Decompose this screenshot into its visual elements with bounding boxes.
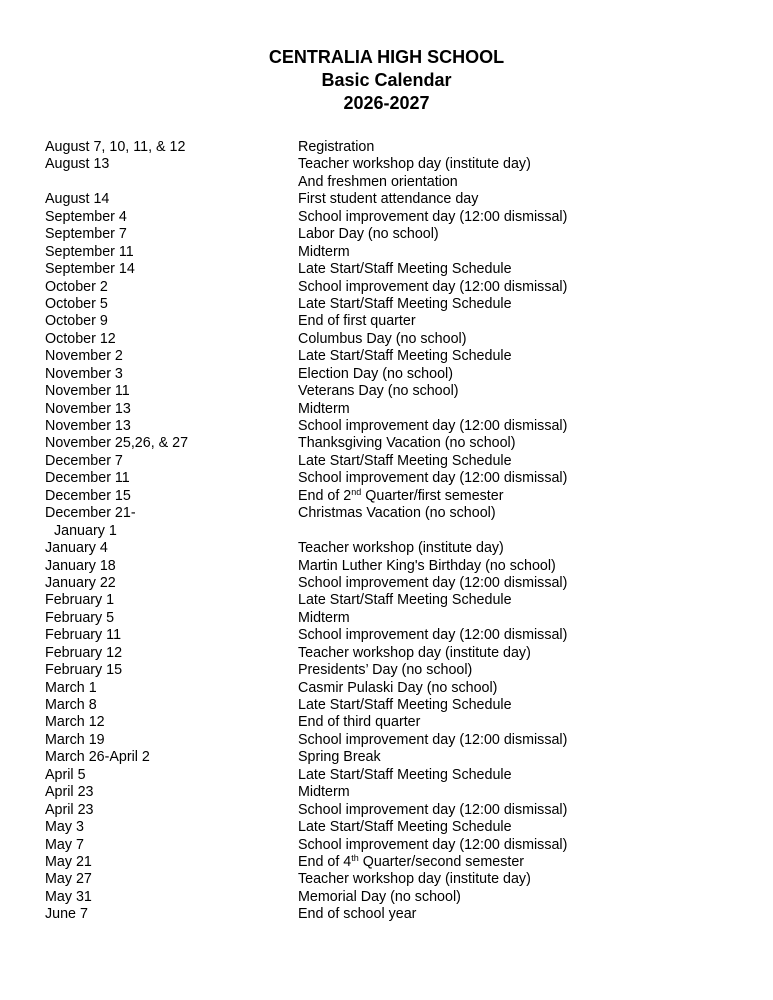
school-name: CENTRALIA HIGH SCHOOL (268, 47, 505, 67)
calendar-row (45, 331, 745, 348)
calendar-event: Teacher workshop (institute day) (298, 540, 504, 557)
calendar-event: Late Start/Staff Meeting Schedule (298, 452, 512, 469)
calendar-row (45, 156, 745, 173)
calendar-event: Late Start/Staff Meeting Schedule (298, 592, 512, 609)
calendar-date: November 11 (45, 383, 130, 400)
calendar-event: School improvement day (12:00 dismissal) (298, 470, 568, 487)
calendar-date: October 5 (45, 295, 108, 312)
calendar-row (45, 732, 745, 749)
calendar-row (45, 871, 745, 888)
calendar-row (45, 906, 745, 923)
calendar-event: Late Start/Staff Meeting Schedule (298, 766, 512, 783)
calendar-date: August 13 (45, 156, 110, 173)
calendar-event: Casmir Pulaski Day (no school) (298, 679, 498, 696)
calendar-row (45, 575, 745, 592)
calendar-event: School improvement day (12:00 dismissal) (298, 574, 568, 591)
calendar-row (45, 139, 745, 156)
calendar-date: January 1 (54, 522, 117, 539)
calendar-row (45, 488, 745, 505)
calendar-row (45, 889, 745, 906)
calendar-row (45, 244, 745, 261)
calendar-date: August 14 (45, 191, 110, 208)
calendar-event: Late Start/Staff Meeting Schedule (298, 295, 512, 312)
calendar-row (45, 401, 745, 418)
calendar-row (45, 802, 745, 819)
calendar-event: Veterans Day (no school) (298, 383, 459, 400)
calendar-event: And freshmen orientation (298, 173, 458, 190)
calendar-date: November 3 (45, 365, 123, 382)
calendar-event: End of first quarter (298, 313, 416, 330)
calendar-date: January 22 (45, 574, 116, 591)
school-year: 2026-2027 (343, 93, 430, 113)
calendar-date: August 7, 10, 11, & 12 (45, 139, 186, 155)
calendar-row (45, 645, 745, 662)
calendar-date: February 1 (45, 592, 115, 609)
calendar-date: May 27 (45, 871, 92, 888)
calendar-date: February 15 (45, 662, 123, 679)
event-text: End of 4 (298, 853, 352, 870)
calendar-date: October 12 (45, 330, 116, 347)
calendar-row (45, 767, 745, 784)
calendar-row (45, 174, 745, 191)
calendar-date: May 31 (45, 888, 92, 905)
calendar-row (45, 470, 745, 487)
calendar-event (298, 854, 524, 871)
event-text: Quarter/second semester (358, 853, 525, 870)
calendar-event: School improvement day (12:00 dismissal) (298, 627, 568, 644)
calendar-event: First student attendance day (298, 191, 479, 208)
calendar-row (45, 819, 745, 836)
calendar-event: Presidents’ Day (no school) (298, 662, 473, 679)
calendar-row (45, 837, 745, 854)
calendar-row (45, 366, 745, 383)
calendar-row (45, 680, 745, 697)
calendar-row (45, 784, 745, 801)
ordinal-suffix: th (351, 852, 359, 863)
calendar-row (45, 523, 745, 540)
calendar-date: March 19 (45, 731, 105, 748)
calendar-event: End of school year (298, 906, 417, 923)
calendar-row (45, 383, 745, 400)
calendar-date: April 23 (45, 784, 94, 801)
calendar-event: School improvement day (12:00 dismissal) (298, 836, 568, 853)
calendar-row (45, 226, 745, 243)
calendar-date: November 25,26, & 27 (45, 435, 189, 452)
calendar-row (45, 627, 745, 644)
calendar-date: March 8 (45, 697, 97, 713)
calendar-date: April 23 (45, 801, 94, 818)
calendar-date: February 5 (45, 609, 115, 626)
calendar-date: October 2 (45, 278, 108, 295)
calendar-date: December 7 (45, 452, 123, 469)
calendar-event: Memorial Day (no school) (298, 888, 461, 905)
calendar-event: Teacher workshop day (institute day) (298, 871, 531, 888)
calendar-event: Christmas Vacation (no school) (298, 505, 496, 522)
calendar-date: January 18 (45, 557, 116, 574)
calendar-event: Late Start/Staff Meeting Schedule (298, 819, 512, 836)
calendar-date: November 2 (45, 348, 123, 365)
calendar-row (45, 313, 745, 330)
calendar-event: Spring Break (298, 749, 381, 766)
calendar-row (45, 279, 745, 296)
calendar-event: Columbus Day (no school) (298, 330, 467, 347)
calendar-event: End of third quarter (298, 714, 421, 731)
calendar-date: May 7 (45, 836, 84, 853)
calendar-event: Labor Day (no school) (298, 226, 439, 243)
calendar-row (45, 418, 745, 435)
calendar-row (45, 697, 745, 714)
calendar-event: Late Start/Staff Meeting Schedule (298, 261, 512, 278)
calendar-date: December 21- (45, 505, 136, 522)
calendar-event: School improvement day (12:00 dismissal) (298, 278, 568, 295)
calendar-event: Midterm (298, 400, 350, 417)
calendar-date: November 13 (45, 400, 131, 417)
document-title: Basic Calendar (321, 70, 452, 90)
calendar-date: October 9 (45, 313, 108, 330)
calendar-date: September 14 (45, 261, 135, 278)
calendar-event: Teacher workshop day (institute day) (298, 156, 531, 173)
calendar-date: February 12 (45, 644, 123, 661)
calendar-event: School improvement day (12:00 dismissal) (298, 731, 568, 748)
calendar-date: March 1 (45, 679, 97, 696)
event-text: End of 2 (298, 487, 352, 504)
calendar-row (45, 540, 745, 557)
calendar-row (45, 749, 745, 766)
calendar-row (45, 610, 745, 627)
calendar-row (45, 854, 745, 871)
calendar-event (298, 488, 504, 505)
calendar-date: November 13 (45, 418, 131, 434)
calendar-row (45, 296, 745, 313)
calendar-row (45, 435, 745, 452)
calendar-row (45, 209, 745, 226)
calendar-event: Registration (298, 139, 375, 155)
calendar-row (45, 558, 745, 575)
calendar-row (45, 261, 745, 278)
ordinal-suffix: nd (351, 486, 362, 497)
calendar-event: Teacher workshop day (institute day) (298, 644, 531, 661)
event-text: Quarter/first semester (361, 487, 504, 504)
calendar-date: December 15 (45, 487, 131, 504)
calendar-event: Midterm (298, 609, 350, 626)
calendar-date: May 3 (45, 819, 84, 836)
calendar-date: June 7 (45, 906, 88, 923)
calendar-row (45, 348, 745, 365)
calendar-date: September 4 (45, 208, 127, 225)
calendar-event: School improvement day (12:00 dismissal) (298, 418, 568, 434)
calendar-event: School improvement day (12:00 dismissal) (298, 208, 568, 225)
calendar-date: February 11 (45, 627, 122, 644)
calendar-event: Martin Luther King's Birthday (no school) (298, 557, 556, 574)
calendar-row (45, 505, 745, 522)
calendar-row (45, 662, 745, 679)
calendar-event: Late Start/Staff Meeting Schedule (298, 697, 512, 713)
calendar-row (45, 453, 745, 470)
calendar-event: Midterm (298, 243, 350, 260)
calendar-event: Election Day (no school) (298, 365, 453, 382)
calendar-row (45, 191, 745, 208)
calendar-list (45, 139, 745, 924)
calendar-event: Midterm (298, 784, 350, 801)
calendar-row (45, 592, 745, 609)
calendar-date: January 4 (45, 540, 108, 557)
calendar-date: December 11 (45, 470, 130, 487)
calendar-date: September 7 (45, 226, 127, 243)
calendar-date: April 5 (45, 766, 86, 783)
calendar-date: September 11 (45, 243, 134, 260)
calendar-event: Thanksgiving Vacation (no school) (298, 435, 516, 452)
calendar-date: March 26-April 2 (45, 749, 150, 766)
calendar-header (0, 46, 773, 115)
calendar-event: Late Start/Staff Meeting Schedule (298, 348, 512, 365)
calendar-row (45, 714, 745, 731)
calendar-date: May 21 (45, 853, 92, 870)
calendar-date: March 12 (45, 714, 105, 731)
calendar-event: School improvement day (12:00 dismissal) (298, 801, 568, 818)
